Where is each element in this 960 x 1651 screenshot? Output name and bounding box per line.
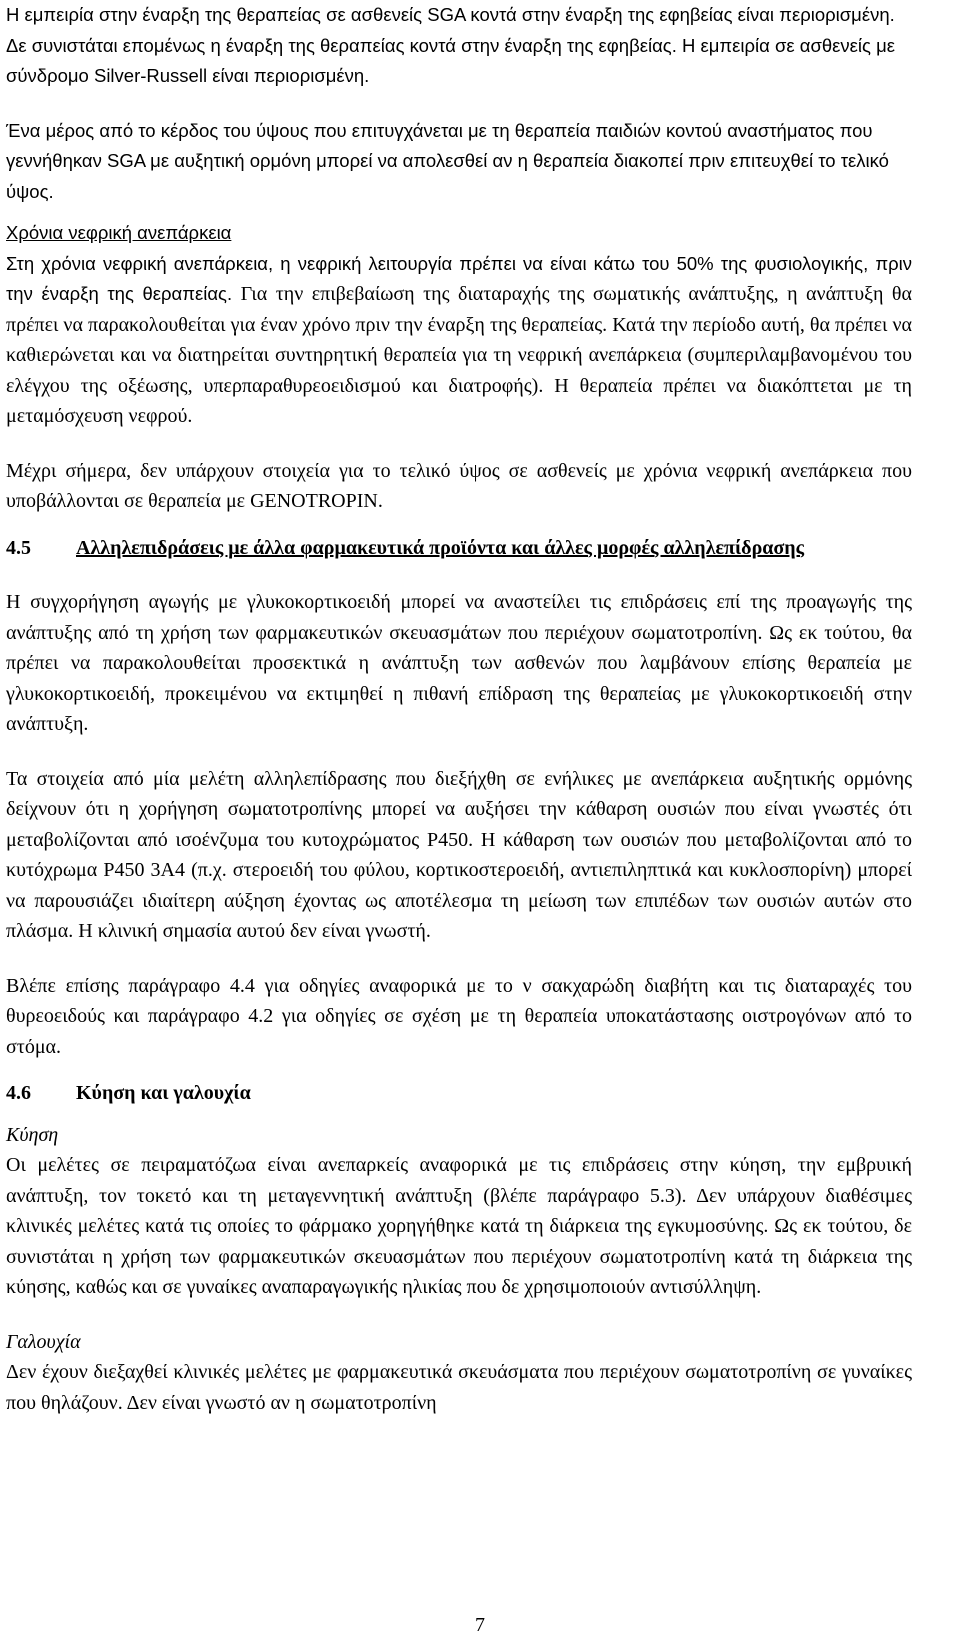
subheading-pregnancy: Κύηση (6, 1123, 59, 1146)
paragraph-sga-height-gain: Ένα μέρος από το κέρδος του ύψους που επιτυγχάνεται με τη θεραπεία παιδιών κοντού αναστήματος που γεννήθηκαν SGA με αυξητική ορμόνη μπορεί να απολεσθεί αν η θεραπεία διακοπεί πριν επιτευχθεί το τελικό ύψος. (6, 119, 889, 202)
paragraph-glucocorticoids: Η συγχορήγηση αγωγής με γλυκοκορτικοειδή μπορεί να αναστείλει τις επιδράσεις επί της προαγωγής της ανάπτυξης από τη χρήση των φαρμακευτικών σκευασμάτων που περιέχουν σωματοτροπίνη. Ως εκ τούτου, θα πρέπει να παρακολουθείται προσεκτικά η ανάπτυξη των ασθενών που λαμβάνουν επίσης θεραπεία με γλυκοκορτικοειδή, προκειμένου να εκτιμηθεί η πιθανή επίδραση της θεραπείας με γλυκοκορτικοειδή στην ανάπτυξη. (6, 591, 912, 735)
paragraph-see-also: Βλέπε επίσης παράγραφο 4.4 για οδηγίες αναφορικά με το ν σακχαρώδη διαβήτη και τις διαταραχές του θυρεοειδούς και παράγραφο 4.2 για οδηγίες σε σχέση με τη θεραπεία υποκατάστασης οιστρογόνων από το στόμα. (6, 974, 912, 1058)
paragraph-crf-final-height: Μέχρι σήμερα, δεν υπάρχουν στοιχεία για το τελικό ύψος σε ασθενείς με χρόνια νεφρική ανεπάρκεια που υποβάλλονται σε θεραπεία με GENOTROPIN. (6, 459, 912, 512)
paragraph-sga-intro: Η εμπειρία στην έναρξη της θεραπείας σε ασθενείς SGA κοντά στην έναρξη της εφηβείας είναι περιορισμένη. Δε συνιστάται επομένως η έναρξη της θεραπείας κοντά στην έναρξη της εφηβείας. Η εμπειρία σε ασθενείς με σύνδρομο Silver-Russell είναι περιορισμένη. (6, 4, 895, 86)
subheading-chronic-renal-failure: Χρόνια νεφρική ανεπάρκεια (6, 222, 232, 243)
paragraph-lactation: Δεν έχουν διεξαχθεί κλινικές μελέτες με φαρμακευτικά σκευάσματα που περιέχουν σωματοτροπίνη σε γυναίκες που θηλάζουν. Δεν είναι γνωστό αν η σωματοτροπίνη (6, 1361, 912, 1414)
crf-body-part-c: Κατά την περίοδο αυτή, θα πρέπει να καθιερώνεται και να διατηρείται συντηρητική θεραπεία για τη νεφρική ανεπάρκεια (συμπεριλαμβανομένου του ελέγχου της οξέωσης, υπερπαραθυρεοειδισμού και διατροφής). Η θεραπεία πρέπει να διακόπτεται με τη μεταμόσχευση νεφρού. (6, 313, 913, 427)
paragraph-crf-body (6, 249, 912, 432)
page-number: 7 (475, 1614, 485, 1636)
section-number: 4.6 (6, 1082, 31, 1104)
section-heading-4-6 (6, 1078, 912, 1109)
paragraph-p450-interaction: Τα στοιχεία από μία μελέτη αλληλεπίδρασης που διεξήχθη σε ενήλικες με ανεπάρκεια αυξητικής ορμόνης δείχνουν ότι η χορήγηση σωματοτροπίνης μπορεί να αυξήσει την κάθαρση ουσιών που είναι γνωστές ότι μεταβολίζονται από ισοένζυμα του κυτοχρώματος P450. Η κάθαρση των ουσιών που μεταβολίζονται από το κυτόχρωμα P450 3A4 (π.χ. στεροειδή του φύλου, κορτικοστεροειδή, αντιεπιληπτικά και κυκλοσπορίνη) μπορεί να παρουσιάζει ιδιαίτερη αύξηση έχοντας ως αποτέλεσμα τη μείωση των επιπέδων των ουσιών αυτών στο πλάσμα. Η κλινική σημασία αυτού δεν είναι γνωστή. (6, 767, 912, 942)
crf-body-part-a: Στη χρόνια νεφρική ανεπάρκεια, η νεφρική λειτουργία πρέπει να είναι κάτω του 50% της φυσιολογικής, πριν την έναρξη της θεραπείας. (6, 252, 912, 304)
subheading-lactation: Γαλουχία (6, 1330, 81, 1353)
section-title: Κύηση και γαλουχία (76, 1082, 251, 1104)
section-heading-4-5 (6, 533, 912, 564)
section-number: 4.5 (6, 536, 31, 559)
crf-body-part-b: Για την επιβεβαίωση της διαταραχής της σωματικής ανάπτυξης, η ανάπτυξη θα πρέπει να παρακολουθείται για έναν χρόνο πριν την έναρξη της θεραπείας. (6, 283, 912, 336)
paragraph-pregnancy: Οι μελέτες σε πειραματόζωα είναι ανεπαρκείς αναφορικά με τις επιδράσεις στην κύηση, την εμβρυική ανάπτυξη, τον τοκετό και τη μεταγεννητική ανάπτυξη (βλέπε παράγραφο 5.3). Δεν υπάρχουν διαθέσιμες κλινικές μελέτες κατά τις οποίες το φάρμακο χορηγήθηκε κατά τη διάρκεια της εγκυμοσύνης. Ως εκ τούτου, δε συνιστάται η χρήση των φαρμακευτικών σκευασμάτων που περιέχουν σωματοτροπίνη κατά τη διάρκεια της κύησης, καθώς και σε γυναίκες αναπαραγωγικής ηλικίας που δε χρησιμοποιούν αντισύλληψη. (6, 1154, 912, 1298)
section-title: Αλληλεπιδράσεις με άλλα φαρμακευτικά προϊόντα και άλλες μορφές αλληλεπίδρασης (76, 536, 805, 559)
